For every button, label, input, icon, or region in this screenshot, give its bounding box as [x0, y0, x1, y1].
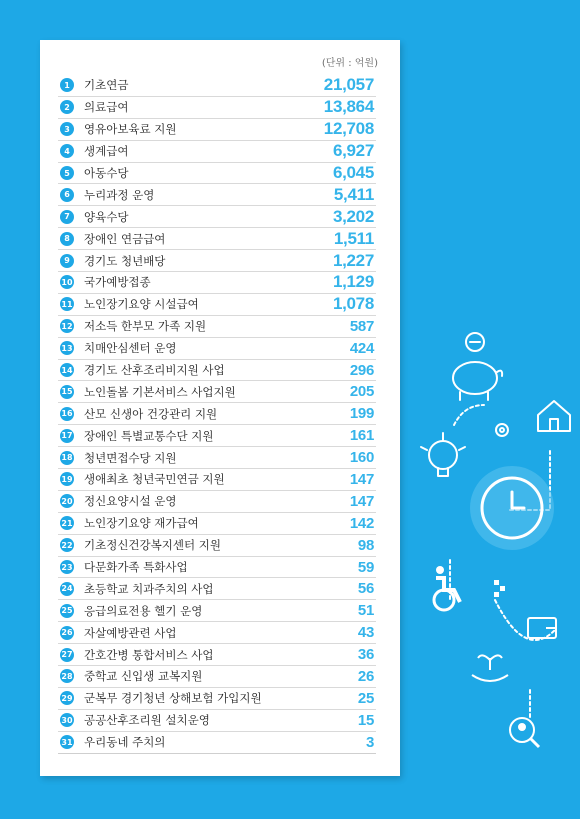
row-label: 의료급여 [84, 100, 129, 115]
budget-row [58, 491, 376, 513]
row-number-badge: 19 [60, 472, 74, 486]
house-icon [538, 401, 570, 431]
row-label: 우리동네 주치의 [84, 735, 166, 750]
row-number-badge: 29 [60, 691, 74, 705]
row-value: 205 [349, 383, 374, 401]
wheelchair-icon [434, 566, 460, 610]
row-label: 생계급여 [84, 144, 129, 159]
row-label: 누리과정 운영 [84, 187, 155, 202]
row-value: 51 [357, 602, 374, 620]
row-number-badge: 27 [60, 648, 74, 662]
row-label: 응급의료전용 헬기 운영 [84, 603, 203, 618]
row-value: 6,045 [332, 163, 374, 182]
row-value: 12,708 [323, 119, 374, 139]
row-label: 양육수당 [84, 209, 129, 224]
row-label: 경기도 산후조리비지원 사업 [84, 363, 225, 378]
budget-row [58, 688, 376, 710]
row-label: 국가예방접종 [84, 275, 151, 290]
row-label: 경기도 청년배당 [84, 253, 166, 268]
row-value: 142 [349, 514, 374, 532]
budget-row [58, 403, 376, 425]
row-value: 3 [365, 733, 374, 751]
row-value: 43 [357, 624, 374, 642]
row-number-badge: 7 [60, 210, 74, 224]
gear-icon [496, 424, 508, 436]
budget-row [58, 578, 376, 600]
row-number-badge: 16 [60, 407, 74, 421]
row-value: 161 [349, 427, 374, 445]
row-value: 147 [349, 470, 374, 488]
piggy-bank-icon [453, 333, 502, 400]
row-label: 장애인 특별교통수단 지원 [84, 428, 214, 443]
row-number-badge: 23 [60, 560, 74, 574]
row-value: 296 [349, 361, 374, 379]
budget-row [58, 600, 376, 622]
row-label: 노인장기요양 재가급여 [84, 516, 199, 531]
row-label: 군복무 경기청년 상해보험 가입지원 [84, 691, 262, 706]
wallet-icon [528, 618, 556, 638]
row-value: 199 [349, 405, 374, 423]
budget-row [58, 75, 376, 97]
row-value: 59 [357, 558, 374, 576]
row-value: 3,202 [332, 206, 374, 226]
budget-row [58, 622, 376, 644]
row-label: 다문화가족 특화사업 [84, 560, 188, 575]
budget-row [58, 250, 376, 272]
row-number-badge: 11 [60, 297, 74, 311]
row-label: 간호간병 통합서비스 사업 [84, 647, 214, 662]
row-number-badge: 15 [60, 385, 74, 399]
budget-row [58, 206, 376, 228]
row-number-badge: 26 [60, 626, 74, 640]
budget-row [58, 272, 376, 294]
row-number-badge: 13 [60, 341, 74, 355]
budget-row [58, 469, 376, 491]
row-number-badge: 4 [60, 144, 74, 158]
row-label: 중학교 신입생 교복지원 [84, 669, 203, 684]
row-label: 아동수당 [84, 166, 129, 180]
row-label: 생애최초 청년국민연금 지원 [84, 472, 225, 487]
row-value: 25 [357, 689, 374, 707]
budget-row [58, 316, 376, 338]
row-value: 1,129 [332, 272, 374, 292]
row-value: 587 [349, 317, 374, 335]
budget-row [58, 360, 376, 382]
row-value: 36 [357, 646, 374, 664]
row-number-badge: 10 [60, 275, 74, 289]
row-value: 98 [357, 536, 374, 554]
budget-row [58, 163, 376, 185]
row-label: 산모 신생아 건강관리 지원 [84, 406, 218, 421]
row-number-badge: 30 [60, 713, 74, 727]
row-number-badge: 17 [60, 429, 74, 443]
budget-row [58, 710, 376, 732]
row-number-badge: 2 [60, 100, 74, 114]
row-label: 노인장기요양 시설급여 [84, 297, 199, 312]
row-label: 노인돌봄 기본서비스 사업지원 [84, 384, 236, 399]
row-number-badge: 22 [60, 538, 74, 552]
row-value: 21,057 [323, 75, 374, 95]
unit-label: (단위 : 억원) [321, 58, 378, 69]
budget-row [58, 425, 376, 447]
lightbulb-icon [421, 433, 465, 476]
row-label: 영유아보육료 지원 [84, 122, 177, 137]
budget-row [58, 228, 376, 250]
budget-row [58, 97, 376, 119]
decorative-illustration [410, 300, 580, 760]
row-number-badge: 12 [60, 319, 74, 333]
row-value: 160 [349, 449, 374, 467]
budget-row [58, 557, 376, 579]
budget-row [58, 294, 376, 316]
row-label: 정신요양시설 운영 [84, 494, 177, 509]
budget-card [40, 40, 400, 776]
row-number-badge: 24 [60, 582, 74, 596]
clock-icon [470, 466, 554, 550]
budget-row [58, 732, 376, 754]
row-value: 13,864 [323, 97, 374, 117]
budget-row [58, 513, 376, 535]
budget-row [58, 338, 376, 360]
budget-row [58, 381, 376, 403]
row-number-badge: 8 [60, 232, 74, 246]
budget-row [58, 184, 376, 206]
row-value: 15 [357, 711, 374, 729]
row-number-badge: 5 [60, 166, 74, 180]
budget-row [58, 447, 376, 469]
plant-hands-icon [472, 655, 508, 681]
search-person-icon [510, 718, 539, 747]
row-label: 자살예방관련 사업 [84, 625, 177, 640]
row-value: 56 [357, 580, 374, 598]
row-number-badge: 1 [60, 78, 74, 92]
row-number-badge: 9 [60, 254, 74, 268]
row-label: 공공산후조리원 설치운영 [84, 713, 210, 728]
row-value: 147 [349, 492, 374, 510]
budget-row [58, 119, 376, 141]
row-number-badge: 20 [60, 494, 74, 508]
row-label: 치매안심센터 운영 [84, 341, 177, 356]
row-label: 청년면접수당 지원 [84, 450, 177, 465]
row-number-badge: 14 [60, 363, 74, 377]
row-number-badge: 25 [60, 604, 74, 618]
row-number-badge: 31 [60, 735, 74, 749]
row-number-badge: 18 [60, 451, 74, 465]
budget-row [58, 535, 376, 557]
budget-list [58, 75, 376, 754]
row-label: 장애인 연금급여 [84, 231, 166, 246]
row-label: 초등학교 치과주치의 사업 [84, 581, 214, 596]
budget-row [58, 141, 376, 163]
row-label: 기초연금 [84, 78, 129, 93]
row-value: 6,927 [332, 141, 374, 161]
row-number-badge: 28 [60, 669, 74, 683]
row-label: 기초정신건강복지센터 지원 [84, 538, 221, 553]
row-value: 26 [357, 667, 374, 685]
row-number-badge: 21 [60, 516, 74, 530]
row-label: 저소득 한부모 가족 지원 [84, 319, 207, 334]
budget-row [58, 666, 376, 688]
row-number-badge: 3 [60, 122, 74, 136]
row-value: 1,511 [333, 228, 374, 248]
row-number-badge: 6 [60, 188, 74, 202]
budget-row [58, 644, 376, 666]
row-value: 424 [349, 339, 374, 357]
row-value: 1,227 [332, 250, 374, 270]
row-value: 1,078 [332, 294, 374, 314]
row-value: 5,411 [333, 184, 374, 204]
